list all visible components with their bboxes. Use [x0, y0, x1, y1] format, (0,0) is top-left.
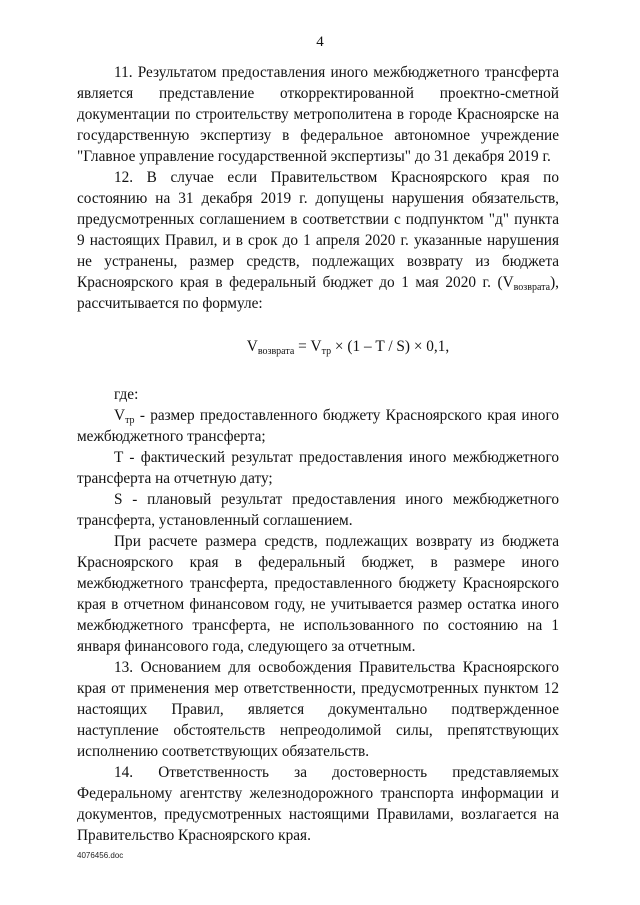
where-label: где:: [114, 386, 139, 403]
paragraph-13: 13. Основанием для освобождения Правительства Красноярского края от применения мер ответственности, предусмотренных пунктом 12 настоящих Правил, является документально подтвержденное наступление обстоятельств непреодолимой силы, препятствующих исполнению соответствующих обязательств.: [77, 659, 559, 760]
definition-t: T - фактический результат предоставления иного межбюджетного трансферта на отчетную дату;: [77, 449, 559, 487]
def-v-symbol: V: [114, 407, 126, 424]
def-v-text: - размер предоставленного бюджету Красноярского края иного межбюджетного трансферта;: [77, 407, 559, 445]
paragraph-12: [77, 167, 559, 314]
v-return-subscript: возврата: [513, 282, 551, 293]
definition-v-tr: [77, 405, 559, 447]
footer-doc-id: 4076456.doc: [77, 851, 124, 860]
formula-v: V: [246, 338, 258, 355]
page-number: 4: [316, 34, 324, 50]
document-body: [77, 62, 559, 846]
paragraph-calculation: При расчете размера средств, подлежащих возврату из бюджета Красноярского края в федеральный бюджет, в размере иного межбюджетного трансферта, предоставленного бюджету Красноярского края в отчетном финансовом году, не учитывается размер остатка иного межбюджетного трансферта, не использованного по состоянию на 1 января финансового года, следующего за отчетным.: [77, 533, 559, 655]
paragraph-14: 14. Ответственность за достоверность представляемых Федеральному агентству железнодорожного транспорта информации и документов, предусмотренных настоящими Правилами, возлагается на Правительство Красноярского края.: [77, 764, 559, 844]
def-v-subscript: тр: [125, 415, 135, 426]
paragraph-12-main: 12. В случае если Правительством Красноярского края по состоянию на 31 декабря 2019 г. допущены нарушения обязательств, предусмотренных соглашением в соответствии с подпунктом "д" пункта 9 настоящих Правил, и в срок до 1 апреля 2020 г. указанные нарушения не устранены, размер средств, подлежащих возврату из бюджета Красноярского края в федеральный бюджет до 1 мая 2020 г. (V: [77, 169, 559, 291]
formula-v-subscript: возврата: [257, 346, 295, 357]
formula-tr-subscript: тр: [321, 346, 332, 357]
return-formula: [77, 336, 559, 362]
formula-rest: × (1 – T / S) × 0,1,: [331, 338, 450, 355]
definition-s: S - плановый результат предоставления иного межбюджетного трансферта, установленный соглашением.: [77, 491, 559, 529]
paragraph-12-end: ), рассчитывается по формуле:: [77, 274, 559, 312]
formula-equals-v: = V: [294, 338, 322, 355]
paragraph-11: 11. Результатом предоставления иного межбюджетного трансферта является представление откорректированной проектно-сметной документации по строительству метрополитена в городе Красноярске на государственную экспертизу в федеральное автономное учреждение "Главное управление государственной экспертизы" до 31 декабря 2019 г.: [77, 64, 559, 165]
